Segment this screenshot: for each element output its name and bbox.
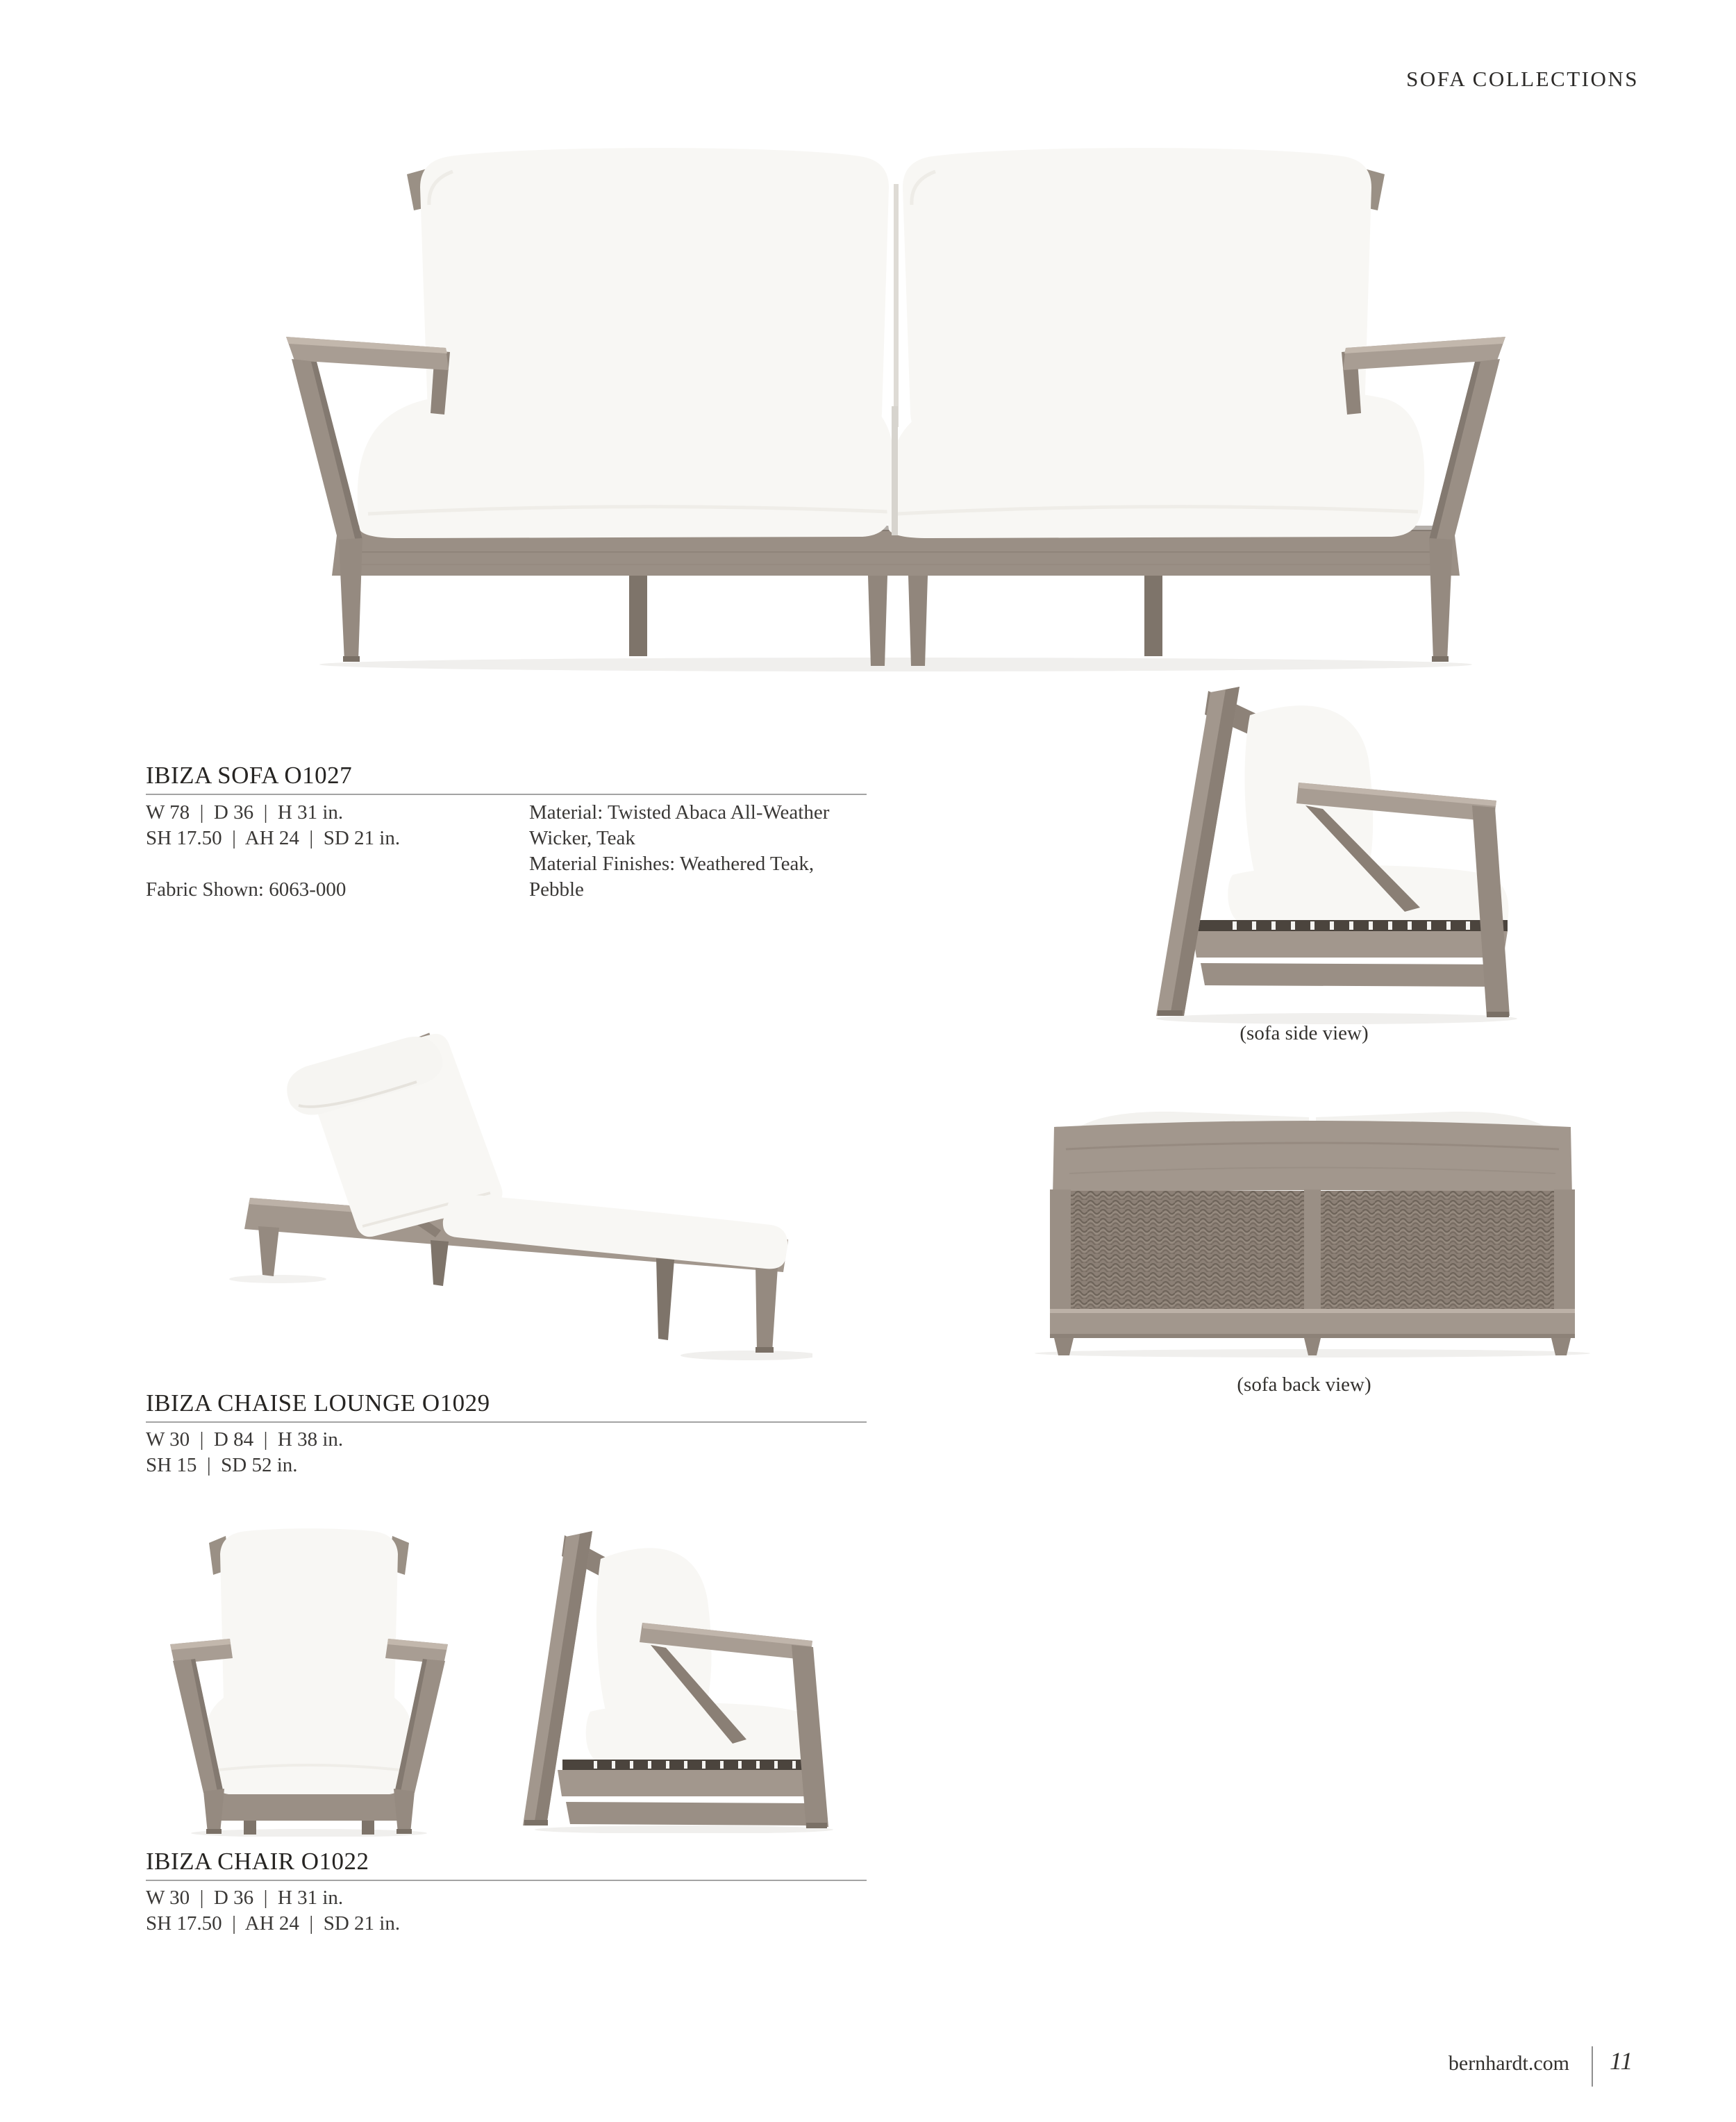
- footer-website: bernhardt.com: [1448, 2052, 1569, 2075]
- chair-dims-line2: SH 17.50 | AH 24 | SD 21 in.: [146, 1912, 401, 1935]
- chaise-dims-line1: W 30 | D 84 | H 38 in.: [146, 1428, 344, 1451]
- chaise-dimensions: [146, 1427, 343, 1478]
- chair-dimensions: [146, 1885, 400, 1937]
- product-title-chaise: IBIZA CHAISE LOUNGE O1029: [146, 1389, 490, 1417]
- chaise-lounge-photo: [201, 1021, 812, 1361]
- footer-page-number: 11: [1610, 2047, 1633, 2075]
- product-title-chair: IBIZA CHAIR O1022: [146, 1848, 369, 1875]
- chair-side-photo: [496, 1517, 851, 1833]
- sofa-dims-line2: SH 17.50 | AH 24 | SD 21 in.: [146, 827, 401, 849]
- sofa-front-photo: [271, 115, 1521, 674]
- chaise-dims-line2: SH 15 | SD 52 in.: [146, 1454, 298, 1476]
- sofa-back-view-photo: [1000, 1101, 1625, 1357]
- chair-front-photo: [163, 1521, 455, 1837]
- caption-sofa-back-view: (sofa back view): [1237, 1373, 1371, 1396]
- section-rule: [146, 1880, 867, 1881]
- sofa-dims-line1: W 78 | D 36 | H 31 in.: [146, 801, 344, 824]
- chair-dims-line1: W 30 | D 36 | H 31 in.: [146, 1887, 344, 1909]
- sofa-material: Material: Twisted Abaca All-Weather Wicker, Teak Material Finishes: Weathered Teak, Pebble: [529, 801, 830, 901]
- sofa-fabric-shown: Fabric Shown: 6063-000: [146, 878, 347, 901]
- section-rule: [146, 1421, 867, 1423]
- collection-header: SOFA COLLECTIONS: [1406, 67, 1639, 91]
- section-rule: [146, 794, 867, 795]
- sofa-side-view-photo: [1128, 677, 1528, 1024]
- caption-sofa-side-view: (sofa side view): [1240, 1022, 1369, 1044]
- footer-divider: [1592, 2046, 1593, 2087]
- sofa-dimensions: [146, 800, 400, 851]
- product-title-sofa: IBIZA SOFA O1027: [146, 762, 353, 789]
